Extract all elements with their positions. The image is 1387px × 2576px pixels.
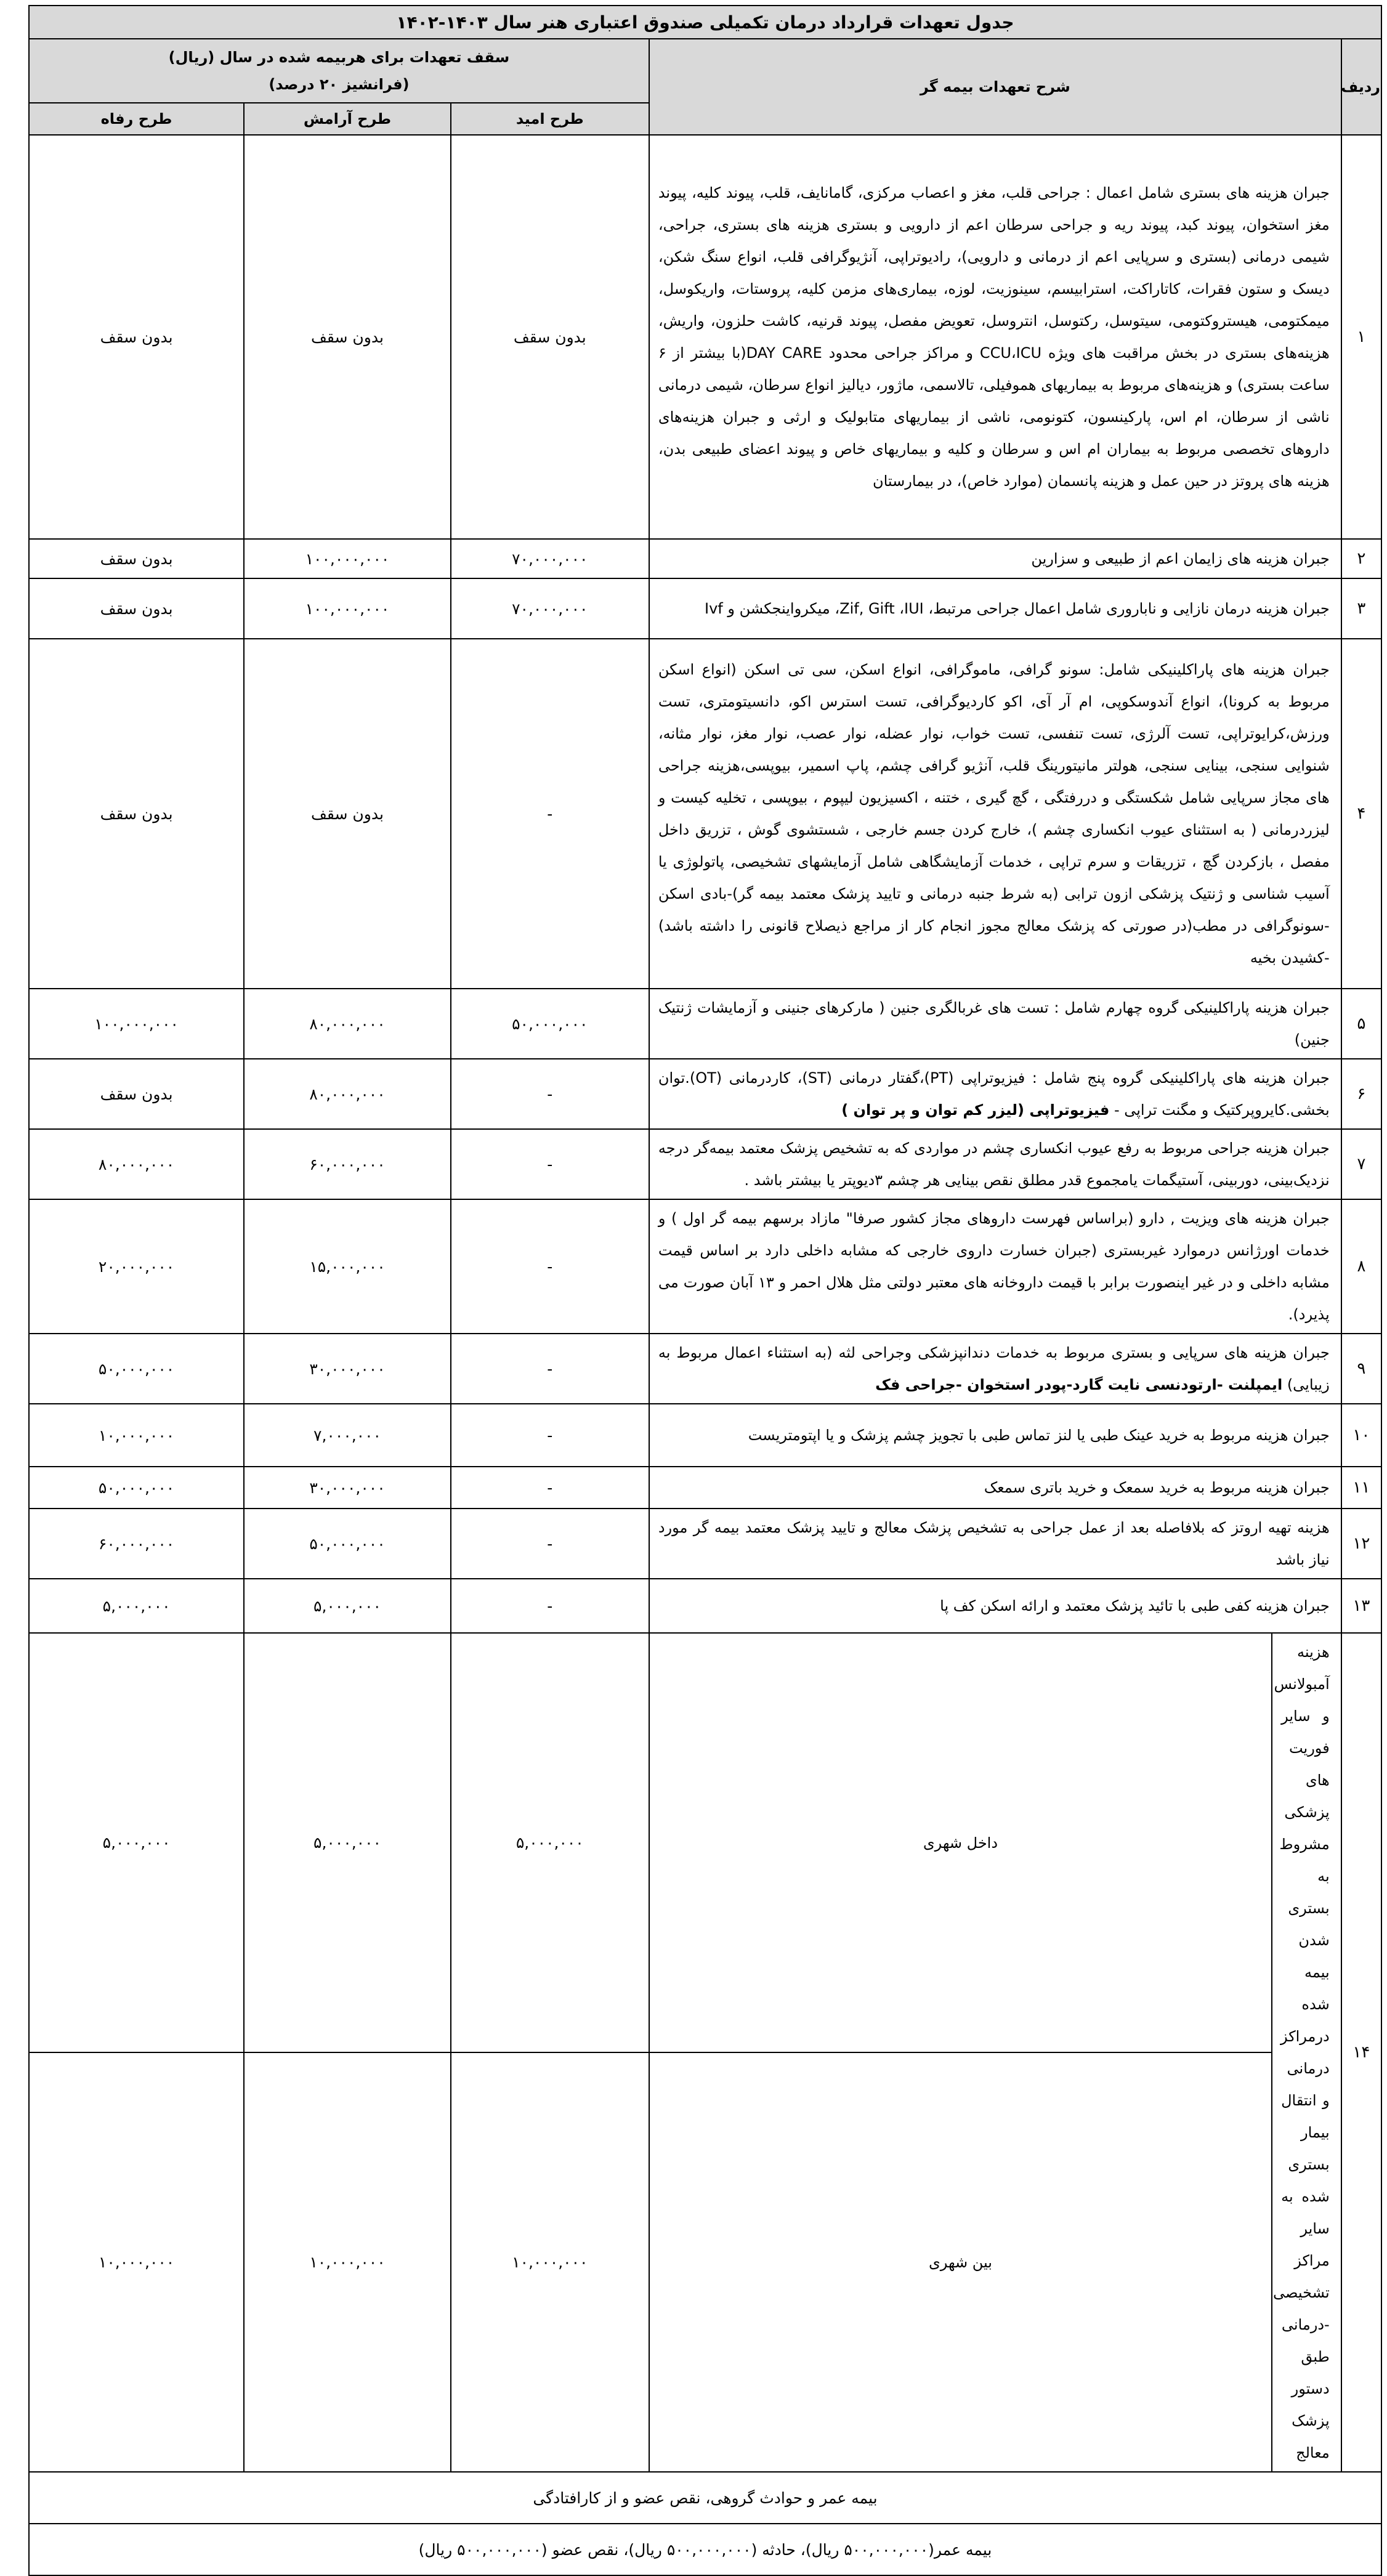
row-description-text: جبران هزینه کفی طبی با تائید پزشک معتمد و ارائه اسکن کف پا (940, 1597, 1330, 1614)
plan-omid-value: - (451, 1199, 649, 1334)
row-description-text: جبران هزینه پاراکلینیکی گروه چهارم شامل : تست های غربالگری جنین ( مارکرهای جنینی و آزمایشات ژنتیک جنین) (658, 999, 1330, 1048)
plan-refah-value: بدون سقف (29, 639, 244, 989)
table-row (29, 578, 1381, 639)
row-description-text: جبران هزینه درمان نازایی و ناباروری شامل اعمال جراحی مرتبط، Zif, Gift ،IUI، میکرواینجکشن و Ivf (704, 600, 1330, 617)
plan-aramesh-value: ۳۰,۰۰۰,۰۰۰ (244, 1467, 451, 1509)
row-description-text: جبران هزینه مربوط به خرید سمعک و خرید باتری سمعک (984, 1479, 1330, 1496)
row-description-text: جبران هزینه های بستری شامل اعمال : جراحی قلب، مغز و اعصاب مرکزی، گامانایف، قلب، پیوند کلیه، پیوند مغز استخوان، پیوند کبد، پیوند ریه و جراحی سرطان اعم از دارویی و بستری هزینه های بستری، جراحی، شیمی درمانی (بستری و سرپایی اعم از درمانی و دارویی)، رادیوتراپی، آنژیوگرافی قلب، انواع سنگ شکن، دیسک و ستون فقرات، کاتاراکت، استرابیسم، سینوزیت، لوزه، بیماری‌های مزمن کلیه، پروستات، واریکوسل، میمکتومی، هیستروکتومی، سیتوسل، رکتوسل، انتروسل، تعویض مفصل، پیوند قرنیه، کاشت حلزون، واریش، هزینه‌های بستری در بخش مراقبت های ویژه CCU،ICU و مراکز جراحی محدود DAY CARE(با بیشتر از ۶ ساعت بستری) و هزینه‌های مربوط به بیماریهای هموفیلی، تالاسمی، ماژور، دیالیز انواع سرطان، شیمی درمانی ناشی از سرطان، ام اس، پارکینسون، کتونومی، ناشی از بیماریهای متابولیک و ارثی و جبران هزینه‌های داروهای تخصصی مربوط به بیماران ام اس و سرطان و کلیه و بیماریهای خاص و پیوند اعضای طبیعی بدن، هزینه های پروتز در حین عمل و هزینه پانسمان (موارد خاص)، در بیمارستان (658, 184, 1330, 490)
table-row (29, 1509, 1381, 1579)
footer-row-2 (29, 2524, 1381, 2575)
row-number: ۲ (1341, 539, 1381, 578)
plan-aramesh-header: طرح آرامش (244, 103, 451, 135)
row-description-text: جبران هزینه های پاراکلینیکی گروه پنج شامل : فیزیوتراپی (PT)،گفتار درمانی (ST)، کاردرمانی (OT).توان بخشی.کایروپرکتیک و مگنت تراپی - (658, 1069, 1330, 1119)
row14-a (29, 1633, 1381, 2052)
row-description (649, 1579, 1341, 1633)
table-row (29, 1199, 1381, 1334)
row-number: ۸ (1341, 1199, 1381, 1334)
row-description-text: جبران هزینه های سرپایی و بستری مربوط به خدمات دندانپزشکی وجراحی لثه (به استثناء اعمال مربوط به زیبایی) (658, 1344, 1330, 1393)
trip-type: بین شهری (649, 2052, 1272, 2472)
plan-refah-value: ۵۰,۰۰۰,۰۰۰ (29, 1334, 244, 1404)
plan-omid-header: طرح امید (451, 103, 649, 135)
row-number: ۵ (1341, 989, 1381, 1059)
plan-omid-value: ۷۰,۰۰۰,۰۰۰ (451, 578, 649, 639)
plan-aramesh-value: ۳۰,۰۰۰,۰۰۰ (244, 1334, 451, 1404)
row-description-text: جبران هزینه های ویزیت , دارو (براساس فهرست داروهای مجاز کشور صرفا" مازاد برسهم بیمه گر اول ) و خدمات اورژانس درموارد غیربستری (جبران خسارت داروی خارجی که مشابه داخلی دارد بر اساس قیمت مشابه داخلی و در غیر اینصورت برابر با قیمت داروخانه های معتبر دولتی مثل هلال احمر و ۱۳ آبان صورت می پذیرد). (658, 1210, 1330, 1323)
row-description (649, 135, 1341, 539)
row-description-text: هزینه تهیه اروتز که بلافاصله بعد از عمل جراحی به تشخیص پزشک معالج و تایید پزشک معتمد بیمه گر مورد نیاز باشد (658, 1519, 1330, 1568)
coverage-table (28, 5, 1382, 2576)
plan-omid-value: - (451, 1579, 649, 1633)
plan-omid-value: بدون سقف (451, 135, 649, 539)
plan-refah-value: ۲۰,۰۰۰,۰۰۰ (29, 1199, 244, 1334)
header-row (29, 39, 1381, 103)
plan-refah-value: بدون سقف (29, 578, 244, 639)
footer-row-1 (29, 2472, 1381, 2524)
plan-refah-value: ۵,۰۰۰,۰۰۰ (29, 1579, 244, 1633)
plan-refah-value: ۸۰,۰۰۰,۰۰۰ (29, 1129, 244, 1199)
row-number: ۴ (1341, 639, 1381, 989)
table-title: جدول تعهدات قرارداد درمان تکمیلی صندوق اعتباری هنر سال ۱۴۰۳-۱۴۰۲ (29, 6, 1381, 39)
row-number: ۹ (1341, 1334, 1381, 1404)
row-number: ۱۰ (1341, 1404, 1381, 1467)
plan-omid-value: ۵,۰۰۰,۰۰۰ (451, 1633, 649, 2052)
row-number: ۱ (1341, 135, 1381, 539)
row-number: ۱۴ (1341, 1633, 1381, 2472)
table-row (29, 1129, 1381, 1199)
row-description (649, 1404, 1341, 1467)
plan-aramesh-value: ۱۵,۰۰۰,۰۰۰ (244, 1199, 451, 1334)
row-description-text: جبران هزینه های پاراکلینیکی شامل: سونو گرافی، ماموگرافی، انواع اسکن، سی تی اسکن (انواع اسکن مربوط به کرونا)، انواع آندوسکوپی، ام آر آی، اکو کاردیوگرافی، تست استرس اکو، دانسیتومتری، تست ورزش،کرایوتراپی، تست آلرژی، تست تنفسی، تست خواب، نوار عضله، نوار عصب، نوار مغز، نوار مثانه، شنوایی سنجی، بینایی سنجی، هولتر مانیتورینگ قلب، آنژیو گرافی چشم، پاپ اسمیر، بیوپسی،هزینه جراحی های مجاز سرپایی شامل شکستگی و دررفتگی ، گچ گیری ، ختنه ، اکسیزیون لیپوم ، بیوپسی ، تخلیه کیست و لیزردرمانی ( به استثنای عیوب انکساری چشم )، خارج کردن جسم خارجی ، شستشوی گوش ، تزریق داخل مفصل ، بازکردن گچ ، تزریقات و سرم تراپی ، خدمات آزمایشگاهی شامل آزمایشهای تشخیصی، پاتولوژی یا آسیب شناسی و ژنتیک پزشکی ازون ترابی (به شرط جنبه درمانی و تایید پزشک معتمد بیمه گر)-بادی اسکن -سونوگرافی در مطب(در صورتی که پزشک معالج مجوز انجام کار از مراجع ذیصلاح قانونی را داشته باشد) -کشیدن بخیه (658, 661, 1330, 966)
table-row (29, 1059, 1381, 1129)
cap-header-line1: سقف تعهدات برای هربیمه شده در سال (ریال) (168, 49, 510, 66)
plan-aramesh-value: ۸۰,۰۰۰,۰۰۰ (244, 989, 451, 1059)
plan-aramesh-value: ۵۰,۰۰۰,۰۰۰ (244, 1509, 451, 1579)
row-description (649, 539, 1341, 578)
plan-omid-value: - (451, 1129, 649, 1199)
plan-aramesh-value: ۱۰,۰۰۰,۰۰۰ (244, 2052, 451, 2472)
row-description (649, 1509, 1341, 1579)
row-number: ۱۲ (1341, 1509, 1381, 1579)
plan-omid-value: ۱۰,۰۰۰,۰۰۰ (451, 2052, 649, 2472)
row-description (649, 639, 1341, 989)
cap-header-line2: (فرانشیز ۲۰ درصد) (269, 76, 410, 93)
row-description (649, 1467, 1341, 1509)
table-row (29, 135, 1381, 539)
plan-aramesh-value: ۱۰۰,۰۰۰,۰۰۰ (244, 578, 451, 639)
row-description (649, 1199, 1341, 1334)
table-row (29, 1579, 1381, 1633)
plan-refah-value: ۵۰,۰۰۰,۰۰۰ (29, 1467, 244, 1509)
plan-aramesh-value: ۵,۰۰۰,۰۰۰ (244, 1633, 451, 2052)
plan-aramesh-value: ۸۰,۰۰۰,۰۰۰ (244, 1059, 451, 1129)
plan-refah-value: ۱۰,۰۰۰,۰۰۰ (29, 2052, 244, 2472)
description-header: شرح تعهدات بیمه گر (649, 39, 1341, 135)
row-description (649, 578, 1341, 639)
row-number: ۱۳ (1341, 1579, 1381, 1633)
plan-aramesh-value: بدون سقف (244, 135, 451, 539)
table-row (29, 639, 1381, 989)
plan-omid-value: - (451, 1404, 649, 1467)
plan-aramesh-value: ۶۰,۰۰۰,۰۰۰ (244, 1129, 451, 1199)
row-number: ۳ (1341, 578, 1381, 639)
row14-b (29, 2052, 1381, 2472)
row-number: ۶ (1341, 1059, 1381, 1129)
row-description-text: جبران هزینه مربوط به خرید عینک طبی یا لنز تماس طبی با تجویز چشم پزشک و یا اپتومتریست (748, 1427, 1330, 1444)
plan-omid-value: ۵۰,۰۰۰,۰۰۰ (451, 989, 649, 1059)
plan-refah-value: بدون سقف (29, 1059, 244, 1129)
plan-omid-value: ۷۰,۰۰۰,۰۰۰ (451, 539, 649, 578)
row-description-bold: ایمپلنت -ارتودنسی نایت گارد-پودر استخوان -جراحی فک (875, 1376, 1283, 1393)
plan-refah-value: ۱۰,۰۰۰,۰۰۰ (29, 1404, 244, 1467)
plan-omid-value: - (451, 1509, 649, 1579)
plan-omid-value: - (451, 1334, 649, 1404)
plan-refah-value: ۵,۰۰۰,۰۰۰ (29, 1633, 244, 2052)
plan-omid-value: - (451, 639, 649, 989)
footer-insurance-title: بیمه عمر و حوادث گروهی، نقص عضو و از کارافتادگی (29, 2472, 1381, 2524)
row-description-bold: فیزیوتراپی (لیزر کم توان و پر توان ) (841, 1101, 1110, 1119)
cap-header (29, 39, 649, 103)
row-description-text: جبران هزینه جراحی مربوط به رفع عیوب انکساری چشم در مواردی که به تشخیص پزشک معتمد بیمه‌گر درجه نزدیک‌بینی، دوربینی، آستیگمات یامجموع قدر مطلق نقص بینایی هر چشم ۳دیوپتر یا بیشتر باشد . (658, 1140, 1330, 1189)
plan-aramesh-value: ۵,۰۰۰,۰۰۰ (244, 1579, 451, 1633)
row-description (649, 989, 1341, 1059)
table-row (29, 539, 1381, 578)
coverage-document (28, 5, 1382, 2576)
row-description-text: جبران هزینه های زایمان اعم از طبیعی و سزارین (1031, 550, 1330, 567)
row-description: هزینه آمبولانس و سایر فوریت های پزشکی مشروط به بستری شدن بیمه شده درمراکز درمانی و انتقال بیمار بستری شده به سایر مراکز تشخیصی -درمانی طبق دستور پزشک معالج (1272, 1633, 1341, 2472)
row-number: ۷ (1341, 1129, 1381, 1199)
title-row (29, 6, 1381, 39)
footer-insurance-amounts: بیمه عمر(۵۰۰,۰۰۰,۰۰۰ ریال)، حادثه (۵۰۰,۰۰۰,۰۰۰ ریال)، نقص عضو (۵۰۰,۰۰۰,۰۰۰ ریال) (29, 2524, 1381, 2575)
row-number-header: ردیف (1341, 39, 1381, 135)
row-description (649, 1059, 1341, 1129)
trip-type: داخل شهری (649, 1633, 1272, 2052)
row-description (649, 1334, 1341, 1404)
plan-aramesh-value: بدون سقف (244, 639, 451, 989)
table-body (29, 135, 1381, 2575)
row-number: ۱۱ (1341, 1467, 1381, 1509)
plan-aramesh-value: ۱۰۰,۰۰۰,۰۰۰ (244, 539, 451, 578)
plan-refah-value: ۱۰۰,۰۰۰,۰۰۰ (29, 989, 244, 1059)
plan-refah-value: بدون سقف (29, 135, 244, 539)
plan-refah-header: طرح رفاه (29, 103, 244, 135)
plan-omid-value: - (451, 1467, 649, 1509)
table-row (29, 1467, 1381, 1509)
table-row (29, 989, 1381, 1059)
table-row (29, 1334, 1381, 1404)
table-row (29, 1404, 1381, 1467)
plan-refah-value: بدون سقف (29, 539, 244, 578)
plan-omid-value: - (451, 1059, 649, 1129)
plan-aramesh-value: ۷,۰۰۰,۰۰۰ (244, 1404, 451, 1467)
row-description (649, 1129, 1341, 1199)
plan-refah-value: ۶۰,۰۰۰,۰۰۰ (29, 1509, 244, 1579)
